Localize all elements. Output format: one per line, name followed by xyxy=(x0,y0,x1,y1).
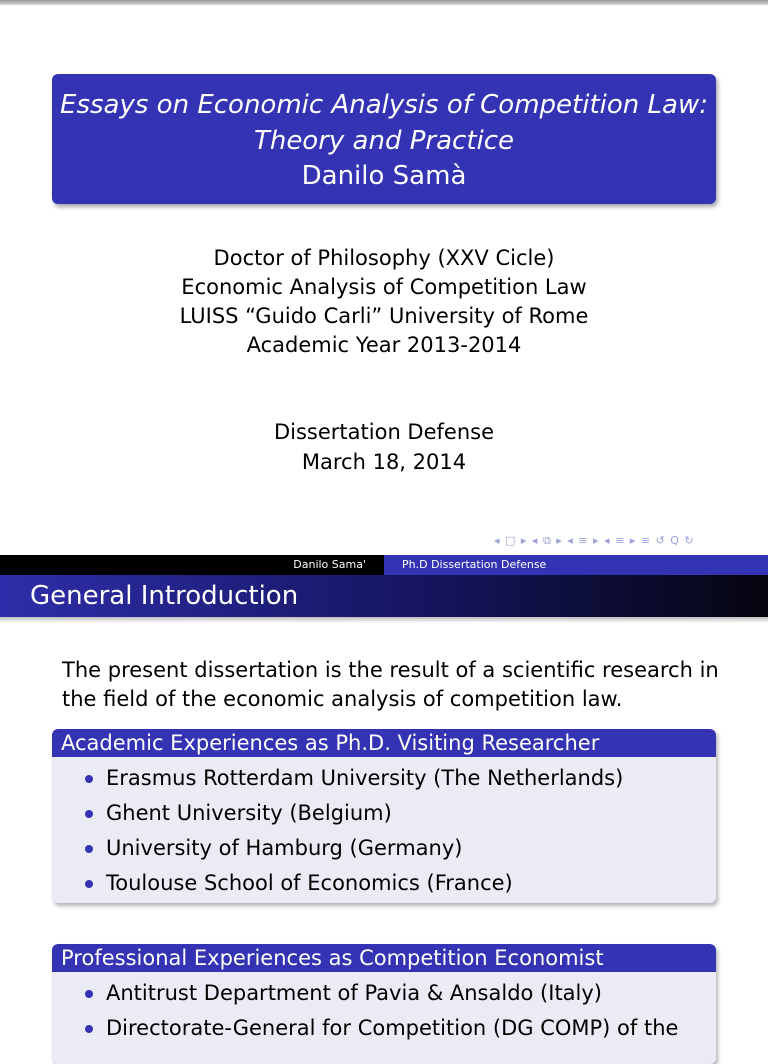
bullet-icon xyxy=(85,845,93,853)
list-item xyxy=(52,831,716,866)
academic-experiences-block xyxy=(52,729,716,903)
frame-title: General Introduction xyxy=(0,575,768,617)
professional-experiences-list xyxy=(52,972,716,1052)
list-item xyxy=(52,761,716,796)
event-line: Dissertation Defense xyxy=(273,420,495,444)
degree-line: Doctor of Philosophy (XXV Cicle) xyxy=(213,246,555,270)
presentation-author: Danilo Samà xyxy=(301,161,467,191)
list-item-text: Toulouse School of Economics (France) xyxy=(106,871,513,895)
list-item xyxy=(52,866,716,901)
bullet-icon xyxy=(85,810,93,818)
bullet-icon xyxy=(85,990,93,998)
list-item-text: Erasmus Rotterdam University (The Netherlands) xyxy=(106,766,624,790)
footer-title: Ph.D Dissertation Defense xyxy=(384,555,768,575)
professional-experiences-title: Professional Experiences as Competition Economist xyxy=(52,944,716,972)
program-line: Economic Analysis of Competition Law xyxy=(181,275,587,299)
frame-title-shadow xyxy=(0,617,768,623)
presentation-title-line-1: Essays on Economic Analysis of Competition Law: xyxy=(60,90,708,120)
bullet-icon xyxy=(85,1025,93,1033)
presentation-title-line-2: Theory and Practice xyxy=(253,126,515,156)
title-box xyxy=(52,74,716,204)
professional-experiences-block xyxy=(52,944,716,1064)
beamer-navigation-icons[interactable]: ◂ □ ▸ ◂ ⧉ ▸ ◂ ≡ ▸ ◂ ≡ ▸ ≡ ↺ Q ↻ xyxy=(494,534,695,547)
bullet-icon xyxy=(85,880,93,888)
list-item-text: Directorate-General for Competition (DG COMP) of the xyxy=(106,1016,679,1040)
intro-paragraph: The present dissertation is the result of a scientific research in the field of the economic analysis of competition law. xyxy=(62,658,719,711)
list-item-text: Antitrust Department of Pavia & Ansaldo (Italy) xyxy=(106,981,603,1005)
academic-experiences-title: Academic Experiences as Ph.D. Visiting Researcher xyxy=(52,729,716,757)
top-rule xyxy=(0,0,768,5)
bullet-icon xyxy=(85,775,93,783)
list-item-text: University of Hamburg (Germany) xyxy=(106,836,463,860)
footer-author: Danilo Sama' xyxy=(0,555,384,575)
list-item xyxy=(52,796,716,831)
university-line: LUISS “Guido Carli” University of Rome xyxy=(179,304,589,328)
list-item-text: Ghent University (Belgium) xyxy=(106,801,392,825)
academic-year-line: Academic Year 2013-2014 xyxy=(246,333,522,357)
date-line: March 18, 2014 xyxy=(301,450,467,474)
list-item xyxy=(52,1011,716,1046)
list-item xyxy=(52,976,716,1011)
slide-footer xyxy=(0,555,768,575)
academic-experiences-list xyxy=(52,757,716,903)
